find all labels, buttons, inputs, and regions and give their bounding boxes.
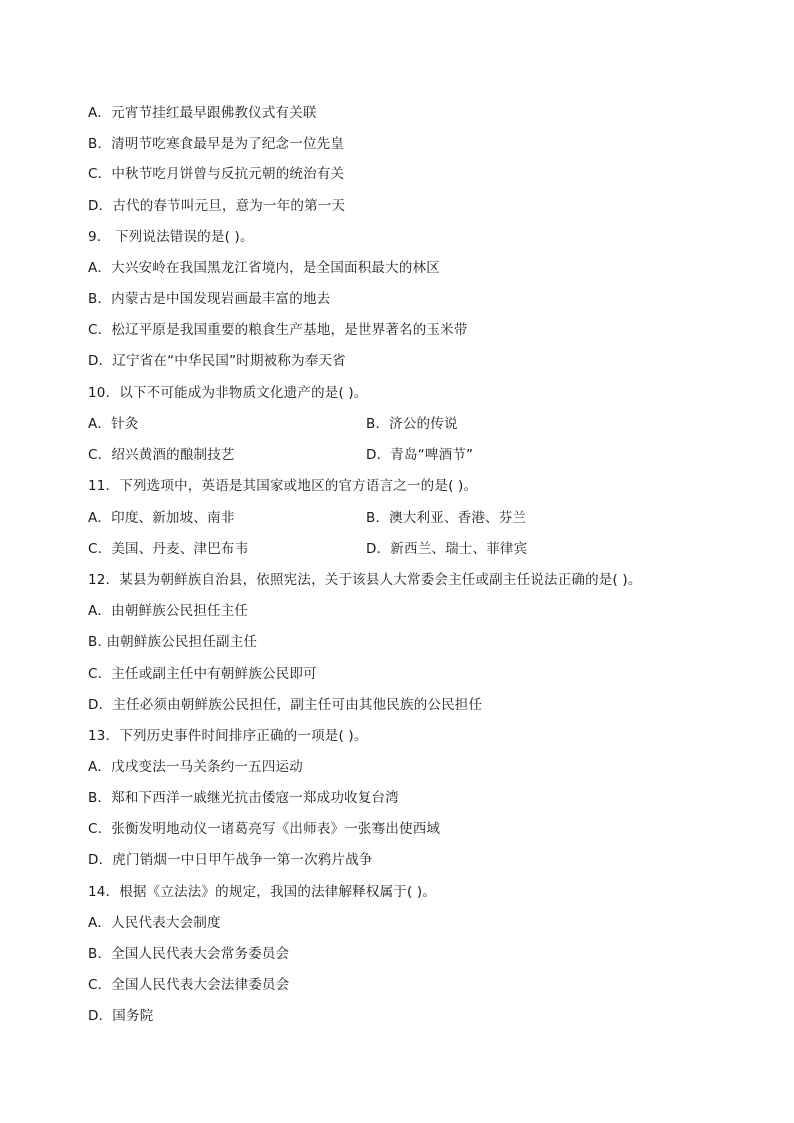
q11-option-d: D．新西兰、瑞士、菲律宾 (366, 541, 528, 557)
q13-option-d: D．虎门销烟一中日甲午战争一第一次鸦片战争 (88, 852, 373, 868)
q14-option-b: B．全国人民代表大会常务委员会 (88, 946, 290, 962)
q10-option-a: A．针灸 (88, 416, 139, 432)
q13-stem: 13．下列历史事件时间排序正确的一项是( )。 (88, 728, 368, 744)
q8-option-a: A．元宵节挂红最早跟佛教仪式有关联 (88, 105, 317, 121)
q12-option-c: C．主任或副主任中有朝鲜族公民即可 (88, 666, 317, 682)
q10-option-b: B．济公的传说 (366, 416, 458, 432)
q12-option-d: D．主任必须由朝鲜族公民担任，副主任可由其他民族的公民担任 (88, 697, 483, 713)
q10-option-c: C．绍兴黄酒的酿制技艺 (88, 447, 235, 463)
q14-option-c: C．全国人民代表大会法律委员会 (88, 977, 290, 993)
q9-option-a: A．大兴安岭在我国黑龙江省境内，是全国面积最大的林区 (88, 260, 440, 276)
q13-option-b: B．郑和下西洋一戚继光抗击倭寇一郑成功收复台湾 (88, 790, 399, 806)
q10-stem: 10．以下不可能成为非物质文化遗产的是( )。 (88, 385, 368, 401)
q12-option-b: B. 由朝鲜族公民担任副主任 (88, 634, 258, 650)
q9-option-b: B．内蒙古是中国发现岩画最丰富的地去 (88, 291, 331, 307)
q12-option-a: A．由朝鲜族公民担任主任 (88, 603, 249, 619)
q13-option-a: A．戊戌变法一马关条约一五四运动 (88, 759, 303, 775)
q8-option-b: B．清明节吃寒食最早是为了纪念一位先皇 (88, 136, 345, 152)
q9-option-c: C．松辽平原是我国重要的粮食生产基地，是世界著名的玉米带 (88, 322, 468, 338)
q14-option-a: A．人民代表大会制度 (88, 915, 221, 931)
q11-option-b: B．澳大利亚、香港、芬兰 (366, 510, 527, 526)
q9-option-d: D．辽宁省在“中华民国”时期被称为奉天省 (88, 353, 346, 369)
q10-option-d: D．青岛“啤酒节” (366, 447, 474, 463)
q14-stem: 14．根据《立法法》的规定，我国的法律解释权属于( )。 (88, 884, 437, 900)
q14-option-d: D．国务院 (88, 1008, 154, 1024)
q8-option-c: C．中秋节吃月饼曾与反抗元朝的统治有关 (88, 166, 345, 182)
q11-stem: 11．下列选项中，英语是其国家或地区的官方语言之一的是( )。 (88, 478, 478, 494)
q11-option-a: A．印度、新加坡、南非 (88, 510, 235, 526)
q11-option-c: C．美国、丹麦、津巴布韦 (88, 541, 249, 557)
q12-stem: 12．某县为朝鲜族自治县，依照宪法，关于该县人大常委会主任或副主任说法正确的是( )。 (88, 572, 642, 588)
q8-option-d: D．古代的春节叫元旦，意为一年的第一天 (88, 198, 346, 214)
q13-option-c: C．张衡发明地动仪一诸葛亮写《出师表》一张骞出使西域 (88, 821, 441, 837)
q9-stem: 9． 下列说法错误的是( )。 (88, 229, 254, 245)
